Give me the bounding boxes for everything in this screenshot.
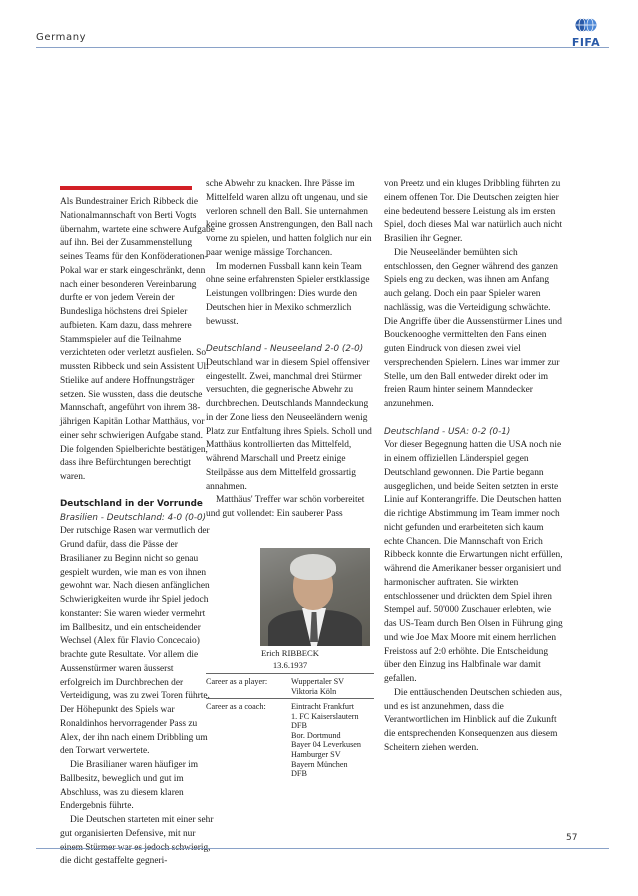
profile-divider-2 (206, 698, 374, 699)
coach-birthdate: 13.6.1937 (272, 660, 308, 670)
col3-paragraph-1: von Preetz und ein kluges Dribbling führten zu einem offenen Tor. Die Deutschen zeigten hier eine bedeutend bessere Leistung als im ersten Spiel, doch dieses Mal war natürlich auch nicht Brasilien ihr Gegner. (384, 179, 563, 244)
article-column-2 (206, 178, 374, 522)
page-number: 57 (566, 833, 578, 843)
coach-career-list (291, 702, 361, 779)
match1-paragraph-1: Der rutschige Rasen war vermutlich der Grund dafür, dass die Pässe der Brasilianer zu Beginn nicht so genau gespielt wurden, wie man es von ihnen gewohnt war. Nach diesen anfänglichen Schwierigkeiten wurde ihr Spiel jedoch konstanter: Sie waren wieder vermehrt im Ballbesitz, und ein entscheidender Wechsel (Alex für Flavio Concecaio) brachte gute Resultate. Vor allem die Aussenstürmer waren äusserst erfolgreich im Durchbrechen der Verteidigung, was zu zwei Toren führte. Der Höhepunkt des Spiels war Ronaldinhos hervorragender Pass zu Alex, der ihn nach einem Dribbling um den Torwart verwertete. (60, 526, 210, 757)
coach-club: 1. FC Kaiserslautern (291, 711, 359, 721)
match2-paragraph-2: Matthäus' Treffer war schön vorbereitet und gut vollendet: Ein sauberer Pass (206, 495, 365, 519)
player-career-list (291, 677, 344, 696)
coach-club: Bayern München (291, 759, 348, 769)
match3-paragraph-2: Die enttäuschenden Deutschen schieden aus, und es ist anzunehmen, dass die Verantwortlichen im Hinblick auf die Zukunft die entsprechenden Konsequenzen aus diesem Scheitern ziehen werden. (384, 687, 562, 753)
coach-career-label: Career as a coach: (206, 702, 266, 711)
coach-club: Bayer 04 Leverkusen (291, 740, 362, 750)
article-column-1 (60, 196, 216, 869)
player-career-label: Career as a player: (206, 677, 268, 686)
photo-hair (290, 554, 336, 580)
col3-paragraph-2: Die Neuseeländer bemühten sich entschlossen, den Gegner während des ganzen Spiels eng zu decken, was ihnen am Anfang auch gelang. Doch ein paar Spieler waren nachlässig, was die Verteidigung schwächte. Die Angriffe über die Aussenstürmer Lines und Bouckenooghe vermittelten den Fans einen guten Eindruck von diesen zwei viel versprechenden Spielern. Lines war immer zur Stelle, um den Ball entweder direkt oder im freien Raum hinter seinem Manndecker anzunehmen. (384, 247, 562, 409)
section-heading: Deutschland in der Vorrunde (60, 498, 203, 509)
match3-paragraph-1: Vor dieser Begegnung hatten die USA noch nie in einem offiziellen Länderspiel gegen Deutschland gewonnen. Die Partie begann ausgeglichen, und beide Seiten setzten in erste Linie auf Konterangriffe. Die Deutschen hatten die richtige Abstimmung im Team immer noch nicht gefunden und erarbeiteten sich kaum echte Chancen. Die Mannschaft von Erich Ribbeck konnte die Erwartungen nicht erfüllen, während die Amerikaner besser organisiert und harmonischer auftraten. Sie wirkten entschlossener und drückten dem Spiel ihren Stempel auf. 50'000 Zuschauer erlebten, wie das US-Team durch Ben Olsen in Führung ging und wie Joe Max Moore mit einem herrlichen Freistoss auf 2:0 erhöhte. Die Entscheidung über den Einzug ins Halbfinale war damit gefallen. (384, 440, 563, 684)
coach-club: DFB (291, 769, 307, 779)
match2-heading: Deutschland - Neuseeland 2-0 (2-0) (206, 344, 364, 354)
fifa-logo (563, 16, 609, 50)
footer-divider (36, 848, 609, 849)
player-club: Viktoria Köln (291, 686, 337, 696)
match1-paragraph-2: Die Brasilianer waren häufiger im Ballbesitz, beweglich und gut im Abschluss, was zu diesem klaren Endergebnis führte. (60, 760, 199, 812)
accent-bar (60, 186, 192, 190)
fifa-logo-text: FIFA (571, 36, 601, 49)
article-column-3 (384, 178, 564, 756)
fifa-globe-icon (575, 16, 597, 36)
match1-heading: Brasilien - Deutschland: 4-0 (0-0) (60, 512, 207, 523)
match3-heading: Deutschland - USA: 0-2 (0-1) (384, 426, 511, 437)
match1-paragraph-3: Die Deutschen starteten mit einer sehr gut organisierten Defensive, mit nur einem Stürmer war es jedoch schwierig, die dicht gestaffelte gegneri- (60, 815, 214, 867)
col2-paragraph-1: sche Abwehr zu knacken. Ihre Pässe im Mittelfeld waren allzu oft ungenau, und sie verloren schnell den Ball. Sie unternahmen keine grossen Anstrengungen, den Ball nach vorne zu spielen, und hatten folglich nur ein paar wenige mässige Torchancen. (206, 179, 373, 258)
coach-club: Eintracht Frankfurt (291, 702, 354, 711)
match2-paragraph-1: Deutschland war in diesem Spiel offensiver eingestellt. Zwei, manchmal drei Stürmer versuchten, die gegnerische Abwehr zu durchbrechen. Deutschlands Manndeckung in der Zone liess den Neuseeländern wenig Platz zur Entfaltung ihres Spiels. Scholl und Matthäus kontrollierten das Mittelfeld, während Marschall und Preetz einige Steilpässe aus dem Mittelfeld grossartig annahmen. (206, 357, 372, 492)
header-divider (36, 47, 609, 48)
header-country-label: Germany (36, 32, 87, 43)
coach-club: DFB (291, 721, 307, 731)
intro-paragraph: Als Bundestrainer Erich Ribbeck die Nationalmannschaft von Berti Vogts übernahm, wartete eine schwere Aufgabe auf ihn. Bei der Zusammenstellung seines Teams für den Konföderationen-Pokal war er stark eingeschränkt, denn nach einer besonderen Vereinbarung durfte er von jedem Verein der Bundesliga höchstens drei Spieler aufbieten. Kam dazu, dass mehrere Stammspieler auf die Teilnahme verzichteten oder verletzt ausfielen. So mussten Ribbeck und sein Assistent Uli Stielike auf andere Hoffnungsträger setzen. Sie wussten, dass die deutsche Mannschaft, angeführt von ihrem 38-jährigen Kapitän Lothar Matthäus, vor einer sehr schwierigen Aufgabe stand. Die folgenden Spielberichte bestätigen, dass ihre Befürchtungen berechtigt waren. (60, 197, 215, 482)
player-club: Wuppertaler SV (291, 677, 345, 686)
coach-name: Erich RIBBECK (260, 648, 319, 658)
coach-club: Bor. Dortmund (291, 730, 341, 740)
profile-divider-1 (206, 673, 374, 674)
col2-paragraph-2: Im modernen Fussball kann kein Team ohne seine erfahrensten Spieler erstklassige Leistungen vollbringen: Dies wurde den Deutschen hier in Mexiko schmerzlich bewusst. (206, 261, 370, 327)
coach-photo (260, 548, 370, 646)
coach-club: Hamburger SV (291, 749, 341, 759)
